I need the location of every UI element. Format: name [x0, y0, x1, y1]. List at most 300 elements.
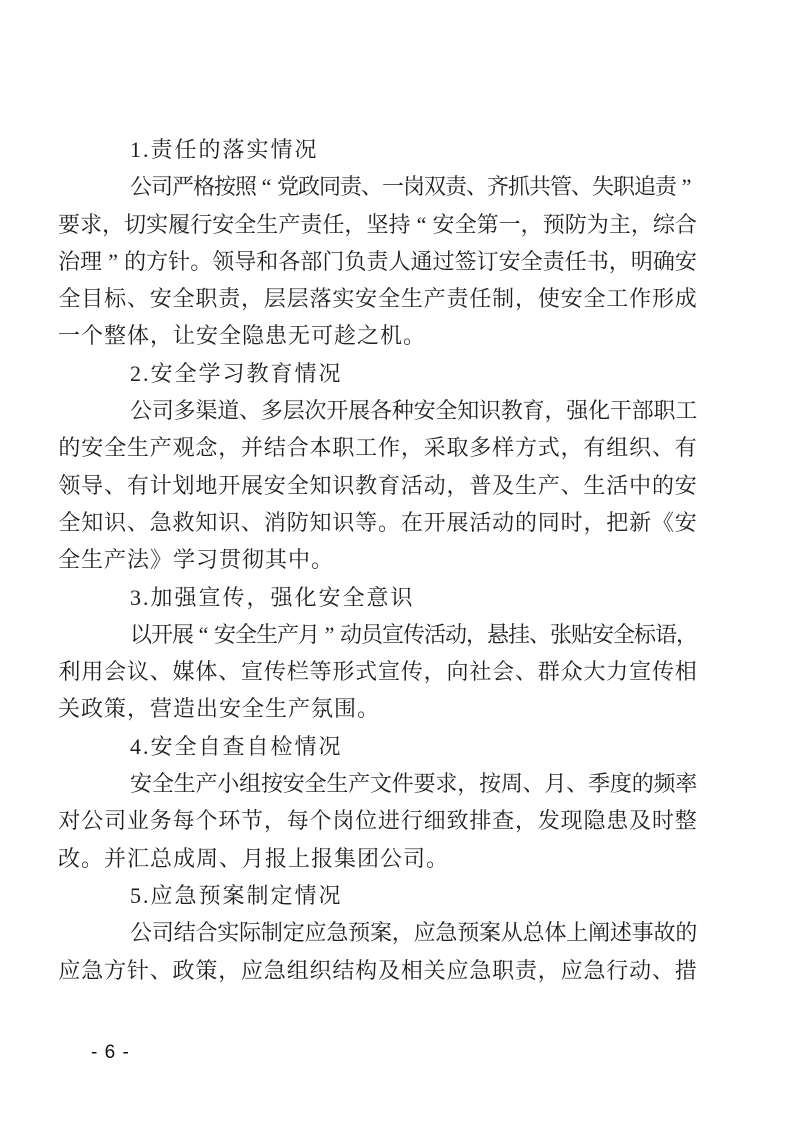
char: 工: [355, 435, 378, 461]
char: 确: [652, 248, 675, 274]
char: 构: [355, 957, 378, 983]
char: 方: [514, 435, 537, 461]
char: 按: [260, 771, 283, 797]
char: 全: [58, 286, 81, 312]
char: 全: [104, 435, 127, 461]
char: 一: [382, 174, 405, 200]
char: 标: [104, 286, 127, 312]
char: 有: [126, 472, 149, 498]
char: ，: [544, 398, 567, 424]
char: 和: [256, 248, 279, 274]
char: 挂: [508, 621, 531, 647]
char: 急: [435, 920, 458, 946]
char: 语: [655, 621, 678, 647]
char: 使: [537, 286, 560, 312]
char: 、: [514, 659, 537, 685]
char: 制: [492, 286, 515, 312]
char: 宣: [382, 621, 405, 647]
char: 渠: [195, 398, 218, 424]
char: 月: [298, 621, 321, 647]
char: 展: [241, 472, 264, 498]
char: 产: [149, 435, 172, 461]
char: 知: [195, 509, 218, 535]
section-5-text-line: [130, 914, 697, 951]
char: 件: [391, 771, 414, 797]
char: 致: [446, 808, 469, 834]
char: 任: [469, 286, 492, 312]
char: 工: [606, 286, 629, 312]
char: 求: [435, 771, 458, 797]
char: 履: [168, 211, 191, 237]
char: 安: [149, 286, 172, 312]
char: 干: [609, 398, 632, 424]
char: 有: [674, 435, 697, 461]
char: 职: [613, 174, 636, 200]
char: 活: [469, 509, 492, 535]
char: 安: [355, 286, 378, 312]
char: 强: [566, 398, 589, 424]
char: 公: [81, 808, 104, 834]
char: 社: [469, 659, 492, 685]
char: “: [261, 174, 272, 200]
char: 抓: [508, 174, 531, 200]
char: 层: [286, 286, 309, 312]
char: ，: [676, 621, 699, 647]
char: 率: [675, 771, 698, 797]
char: 严: [172, 174, 195, 200]
char: 展: [348, 398, 371, 424]
char: ，: [514, 808, 537, 834]
char: 安: [674, 472, 697, 498]
char: “: [416, 211, 427, 237]
char: 责: [340, 174, 363, 200]
char: 防: [286, 509, 309, 535]
char: 应: [241, 957, 264, 983]
char: ，: [537, 957, 560, 983]
char: 岗: [332, 808, 355, 834]
char: ，: [391, 920, 414, 946]
char: 产: [278, 211, 301, 237]
char: 生: [400, 286, 423, 312]
char: 要: [413, 771, 436, 797]
char: 众: [560, 659, 583, 685]
char: 实: [332, 286, 355, 312]
char: 的: [651, 472, 674, 498]
char: ，: [560, 435, 583, 461]
char: 、: [560, 472, 583, 498]
char: 、: [566, 771, 589, 797]
char: ”: [681, 174, 692, 200]
char: 持: [388, 211, 411, 237]
char: 阐: [588, 920, 611, 946]
char: 相: [674, 659, 697, 685]
char: 公: [130, 398, 153, 424]
char: 个: [309, 808, 332, 834]
char: 工: [675, 398, 698, 424]
char: 人: [388, 248, 411, 274]
char: 动: [445, 621, 468, 647]
char: 领: [212, 248, 235, 274]
char: 开: [326, 398, 349, 424]
char: 生: [256, 211, 279, 237]
section-5-text-line: [58, 952, 697, 989]
char: 识: [104, 509, 127, 535]
char: 各: [369, 398, 392, 424]
char: 教: [500, 398, 523, 424]
char: 安: [674, 509, 697, 535]
section-3-text-line: [130, 616, 697, 653]
char: 追: [634, 174, 657, 200]
char: 宣: [629, 659, 652, 685]
char: ，: [514, 286, 537, 312]
char: ”: [108, 248, 118, 274]
char: 季: [588, 771, 611, 797]
char: 《: [651, 509, 674, 535]
char: 悬: [487, 621, 510, 647]
char: 织: [309, 957, 332, 983]
char: 织: [629, 435, 652, 461]
char: 生: [326, 771, 349, 797]
char: 员: [361, 621, 384, 647]
char: 应: [304, 920, 327, 946]
char: 动: [492, 509, 515, 535]
char: 按: [214, 174, 237, 200]
char: 针: [168, 248, 191, 274]
char: ，: [102, 211, 125, 237]
char: 组: [606, 435, 629, 461]
char: 同: [319, 174, 342, 200]
char: 政: [172, 957, 195, 983]
char: 全: [235, 621, 258, 647]
char: 会: [492, 659, 515, 685]
char: 签: [454, 248, 477, 274]
char: 司: [104, 808, 127, 834]
char: 安: [432, 211, 455, 237]
char: 计: [149, 472, 172, 498]
char: 节: [241, 808, 264, 834]
char: 知: [81, 509, 104, 535]
char: 个: [195, 808, 218, 834]
char: ，: [263, 808, 286, 834]
char: 合: [195, 920, 218, 946]
char: 全: [151, 771, 174, 797]
char: 划: [172, 472, 195, 498]
char: 时: [560, 509, 583, 535]
page-number: - 6 -: [91, 1042, 130, 1063]
char: 多: [260, 398, 283, 424]
section-4-text-line: [130, 765, 697, 802]
char: 定: [282, 920, 305, 946]
section-4-text-line: 改。并汇总成周、月报上报集团公司。: [58, 845, 450, 871]
char: 订: [476, 248, 499, 274]
section-2-text-line: [58, 429, 697, 466]
char: 全: [378, 286, 401, 312]
char: 地: [195, 472, 218, 498]
char: 结: [332, 957, 355, 983]
char: 、: [361, 174, 384, 200]
char: 知: [309, 472, 332, 498]
char: 责: [446, 286, 469, 312]
section-4-heading: 4.安全自查自检情况: [130, 733, 343, 759]
char: 的: [631, 771, 654, 797]
char: 要: [58, 211, 81, 237]
char: ，: [457, 771, 480, 797]
char: 患: [606, 808, 629, 834]
char: 门: [322, 248, 345, 274]
char: 职: [332, 435, 355, 461]
char: 细: [423, 808, 446, 834]
char: 在: [400, 509, 423, 535]
char: 过: [432, 248, 455, 274]
char: 相: [400, 957, 423, 983]
char: 一: [498, 211, 521, 237]
char: 、: [126, 286, 149, 312]
char: 形: [651, 286, 674, 312]
char: 方: [146, 248, 169, 274]
char: 及: [492, 472, 515, 498]
char: 、: [241, 509, 264, 535]
char: 每: [172, 808, 195, 834]
char: 普: [469, 472, 492, 498]
char: 周: [500, 771, 523, 797]
char: 安: [560, 286, 583, 312]
char: 安: [212, 211, 235, 237]
char: 政: [298, 174, 321, 200]
char: 安: [81, 435, 104, 461]
char: 双: [424, 174, 447, 200]
char: 全: [454, 211, 477, 237]
char: 作: [378, 435, 401, 461]
char: 活: [400, 472, 423, 498]
char: 格: [193, 174, 216, 200]
char: 应: [58, 957, 81, 983]
char: 产: [277, 621, 300, 647]
char: 小: [217, 771, 240, 797]
char: 预: [542, 211, 565, 237]
char: 张: [550, 621, 573, 647]
char: ，: [344, 211, 367, 237]
char: 事: [631, 920, 654, 946]
char: 动: [340, 621, 363, 647]
char: “: [198, 621, 209, 647]
char: 齐: [487, 174, 510, 200]
char: 、: [104, 472, 127, 498]
char: 职: [492, 957, 515, 983]
char: 应: [446, 957, 469, 983]
char: 、: [651, 957, 674, 983]
char: 同: [537, 509, 560, 535]
char: 传: [403, 621, 426, 647]
char: 坚: [366, 211, 389, 237]
char: 开: [218, 472, 241, 498]
char: 主: [608, 211, 631, 237]
char: 安: [130, 771, 153, 797]
char: 故: [653, 920, 676, 946]
char: 动: [423, 472, 446, 498]
char: 预: [348, 920, 371, 946]
section-2-text-line: [58, 504, 697, 541]
char: 采: [423, 435, 446, 461]
char: 合: [286, 435, 309, 461]
char: 活: [606, 472, 629, 498]
char: 识: [332, 509, 355, 535]
char: 并: [241, 435, 264, 461]
section-1-text-line: [58, 206, 697, 243]
char: 查: [492, 808, 515, 834]
char: 月: [544, 771, 567, 797]
char: 道: [217, 398, 240, 424]
char: 案: [479, 920, 502, 946]
char: 党: [277, 174, 300, 200]
char: 导: [81, 472, 104, 498]
char: 、: [239, 398, 262, 424]
char: 各: [278, 248, 301, 274]
char: 有: [583, 435, 606, 461]
char: 书: [586, 248, 609, 274]
char: 观: [172, 435, 195, 461]
char: 从: [500, 920, 523, 946]
char: 安: [282, 771, 305, 797]
char: 等: [309, 659, 332, 685]
char: 切: [124, 211, 147, 237]
char: 职: [195, 286, 218, 312]
char: 隐: [583, 808, 606, 834]
char: 议: [126, 659, 149, 685]
char: 产: [423, 286, 446, 312]
char: 岗: [403, 174, 426, 200]
char: 责: [218, 286, 241, 312]
section-1-heading: 1.责任的落实情况: [130, 137, 319, 162]
section-1-text-line: [58, 280, 697, 317]
char: 生: [514, 472, 537, 498]
char: 应: [560, 957, 583, 983]
char: 急: [326, 920, 349, 946]
char: 行: [606, 957, 629, 983]
char: 化: [588, 398, 611, 424]
char: 力: [606, 659, 629, 685]
char: 行: [400, 808, 423, 834]
char: 职: [653, 398, 676, 424]
char: 治: [58, 248, 81, 274]
char: 领: [58, 472, 81, 498]
section-2-text-line: [58, 467, 697, 504]
char: 组: [286, 957, 309, 983]
char: 整: [674, 808, 697, 834]
char: 群: [537, 659, 560, 685]
char: 多: [173, 398, 196, 424]
char: ，: [400, 435, 423, 461]
section-3-heading: 3.加强宣传，强化安全意识: [130, 584, 415, 610]
section-2-text-line: 全生产法》学习贯彻其中。: [58, 547, 335, 573]
char: 管: [550, 174, 573, 200]
char: 识: [218, 509, 241, 535]
char: 展: [446, 509, 469, 535]
section-3-text-line: [58, 653, 697, 690]
char: 体: [195, 659, 218, 685]
char: 安: [214, 621, 237, 647]
char: 安: [263, 472, 286, 498]
char: 贴: [571, 621, 594, 647]
document-body: [58, 131, 697, 989]
char: 公: [130, 920, 153, 946]
char: 导: [234, 248, 257, 274]
char: 本: [309, 435, 332, 461]
char: 的: [58, 435, 81, 461]
char: 教: [355, 472, 378, 498]
char: 开: [151, 621, 174, 647]
char: 救: [172, 509, 195, 535]
char: 标: [634, 621, 657, 647]
char: 求: [80, 211, 103, 237]
char: 媒: [172, 659, 195, 685]
char: 责: [300, 211, 323, 237]
char: 责: [445, 174, 468, 200]
char: 生: [173, 771, 196, 797]
char: 行: [190, 211, 213, 237]
char: 结: [263, 435, 286, 461]
char: 急: [149, 509, 172, 535]
char: 全: [286, 472, 309, 498]
char: 关: [423, 957, 446, 983]
char: 上: [566, 920, 589, 946]
char: 产: [195, 771, 218, 797]
char: 传: [263, 659, 286, 685]
char: 、: [529, 621, 552, 647]
char: ，: [218, 435, 241, 461]
char: 业: [126, 808, 149, 834]
char: 策: [195, 957, 218, 983]
char: 每: [286, 808, 309, 834]
char: 责: [514, 957, 537, 983]
section-1-text-line: [58, 243, 697, 280]
char: 识: [479, 398, 502, 424]
char: ，: [423, 659, 446, 685]
char: 司: [151, 920, 174, 946]
char: 念: [195, 435, 218, 461]
char: 现: [560, 808, 583, 834]
char: 任: [322, 211, 345, 237]
char: 、: [522, 771, 545, 797]
char: 、: [466, 174, 489, 200]
char: 把: [606, 509, 629, 535]
char: 形: [332, 659, 355, 685]
char: 组: [239, 771, 262, 797]
char: 样: [492, 435, 515, 461]
char: 次: [304, 398, 327, 424]
char: 全: [435, 398, 458, 424]
char: 综: [652, 211, 675, 237]
char: 失: [592, 174, 615, 200]
char: ，: [241, 286, 264, 312]
char: ”: [324, 621, 335, 647]
char: 结: [173, 920, 196, 946]
char: 识: [332, 472, 355, 498]
char: 理: [80, 248, 103, 274]
char: 述: [609, 920, 632, 946]
char: 及: [629, 808, 652, 834]
char: 的: [514, 509, 537, 535]
char: 作: [629, 286, 652, 312]
char: 文: [369, 771, 392, 797]
char: 目: [81, 286, 104, 312]
char: 的: [675, 920, 698, 946]
section-5-heading: 5.应急预案制定情况: [130, 882, 343, 908]
char: 急: [263, 957, 286, 983]
char: 全: [58, 509, 81, 535]
char: 全: [172, 286, 195, 312]
char: 体: [544, 920, 567, 946]
char: 利: [58, 659, 81, 685]
